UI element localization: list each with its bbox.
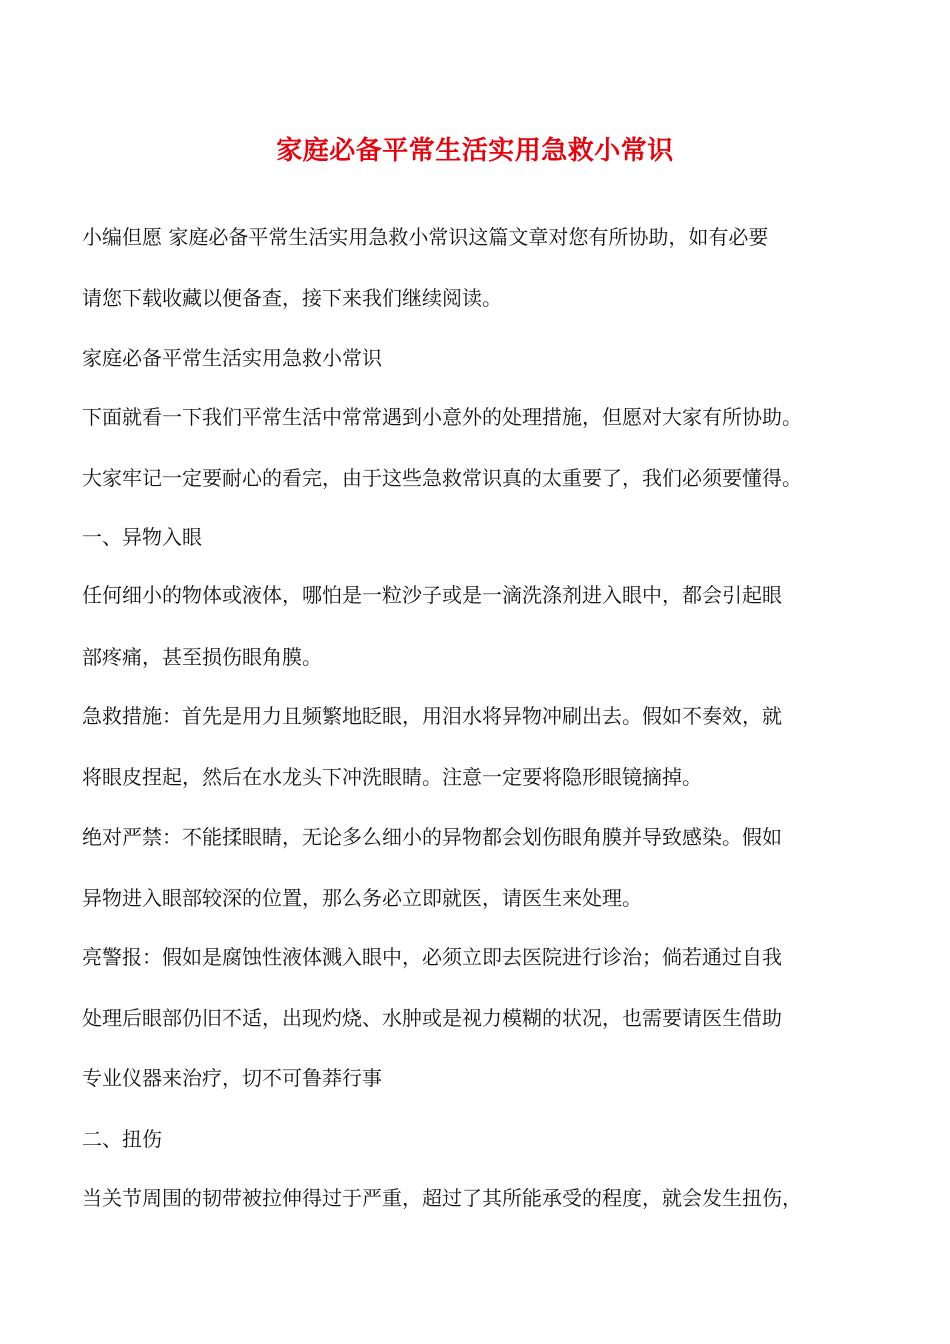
subtitle-line: 家庭必备平常生活实用急救小常识 bbox=[82, 346, 382, 370]
body-line-6: 将眼皮捏起，然后在水龙头下冲洗眼睛。注意一定要将隐形眼镜摘掉。 bbox=[82, 765, 702, 789]
body-line-7: 绝对严禁：不能揉眼睛，无论多么细小的异物都会划伤眼角膜并导致感染。假如 bbox=[82, 825, 782, 849]
document-title: 家庭必备平常生活实用急救小常识 bbox=[276, 136, 674, 166]
body-line-5: 急救措施：首先是用力且频繁地眨眼，用泪水将异物冲刷出去。假如不奏效，就 bbox=[82, 704, 782, 728]
intro-line-2: 请您下载收藏以便备查，接下来我们继续阅读。 bbox=[82, 286, 502, 310]
body-line-3: 任何细小的物体或液体，哪怕是一粒沙子或是一滴洗涤剂进入眼中，都会引起眼 bbox=[82, 583, 782, 607]
body-line-11: 专业仪器来治疗，切不可鲁莽行事 bbox=[82, 1066, 382, 1090]
intro-line-1: 小编但愿 家庭必备平常生活实用急救小常识这篇文章对您有所协助，如有必要 bbox=[82, 225, 769, 249]
body-line-10: 处理后眼部仍旧不适，出现灼烧、水肿或是视力模糊的状况，也需要请医生借助 bbox=[82, 1006, 782, 1030]
body-line-2: 大家牢记一定要耐心的看完，由于这些急救常识真的太重要了，我们必须要懂得。 bbox=[82, 466, 802, 490]
body-line-9: 亮警报：假如是腐蚀性液体溅入眼中，必须立即去医院进行诊治；倘若通过自我 bbox=[82, 945, 782, 969]
body-line-8: 异物进入眼部较深的位置，那么务必立即就医，请医生来处理。 bbox=[82, 886, 642, 910]
section-heading-1: 一、异物入眼 bbox=[82, 525, 202, 549]
body-line-12: 当关节周围的韧带被拉伸得过于严重，超过了其所能承受的程度，就会发生扭伤， bbox=[82, 1186, 802, 1210]
body-line-1: 下面就看一下我们平常生活中常常遇到小意外的处理措施，但愿对大家有所协助。 bbox=[82, 405, 802, 429]
section-heading-2: 二、扭伤 bbox=[82, 1127, 162, 1151]
body-line-4: 部疼痛，甚至损伤眼角膜。 bbox=[82, 645, 322, 669]
